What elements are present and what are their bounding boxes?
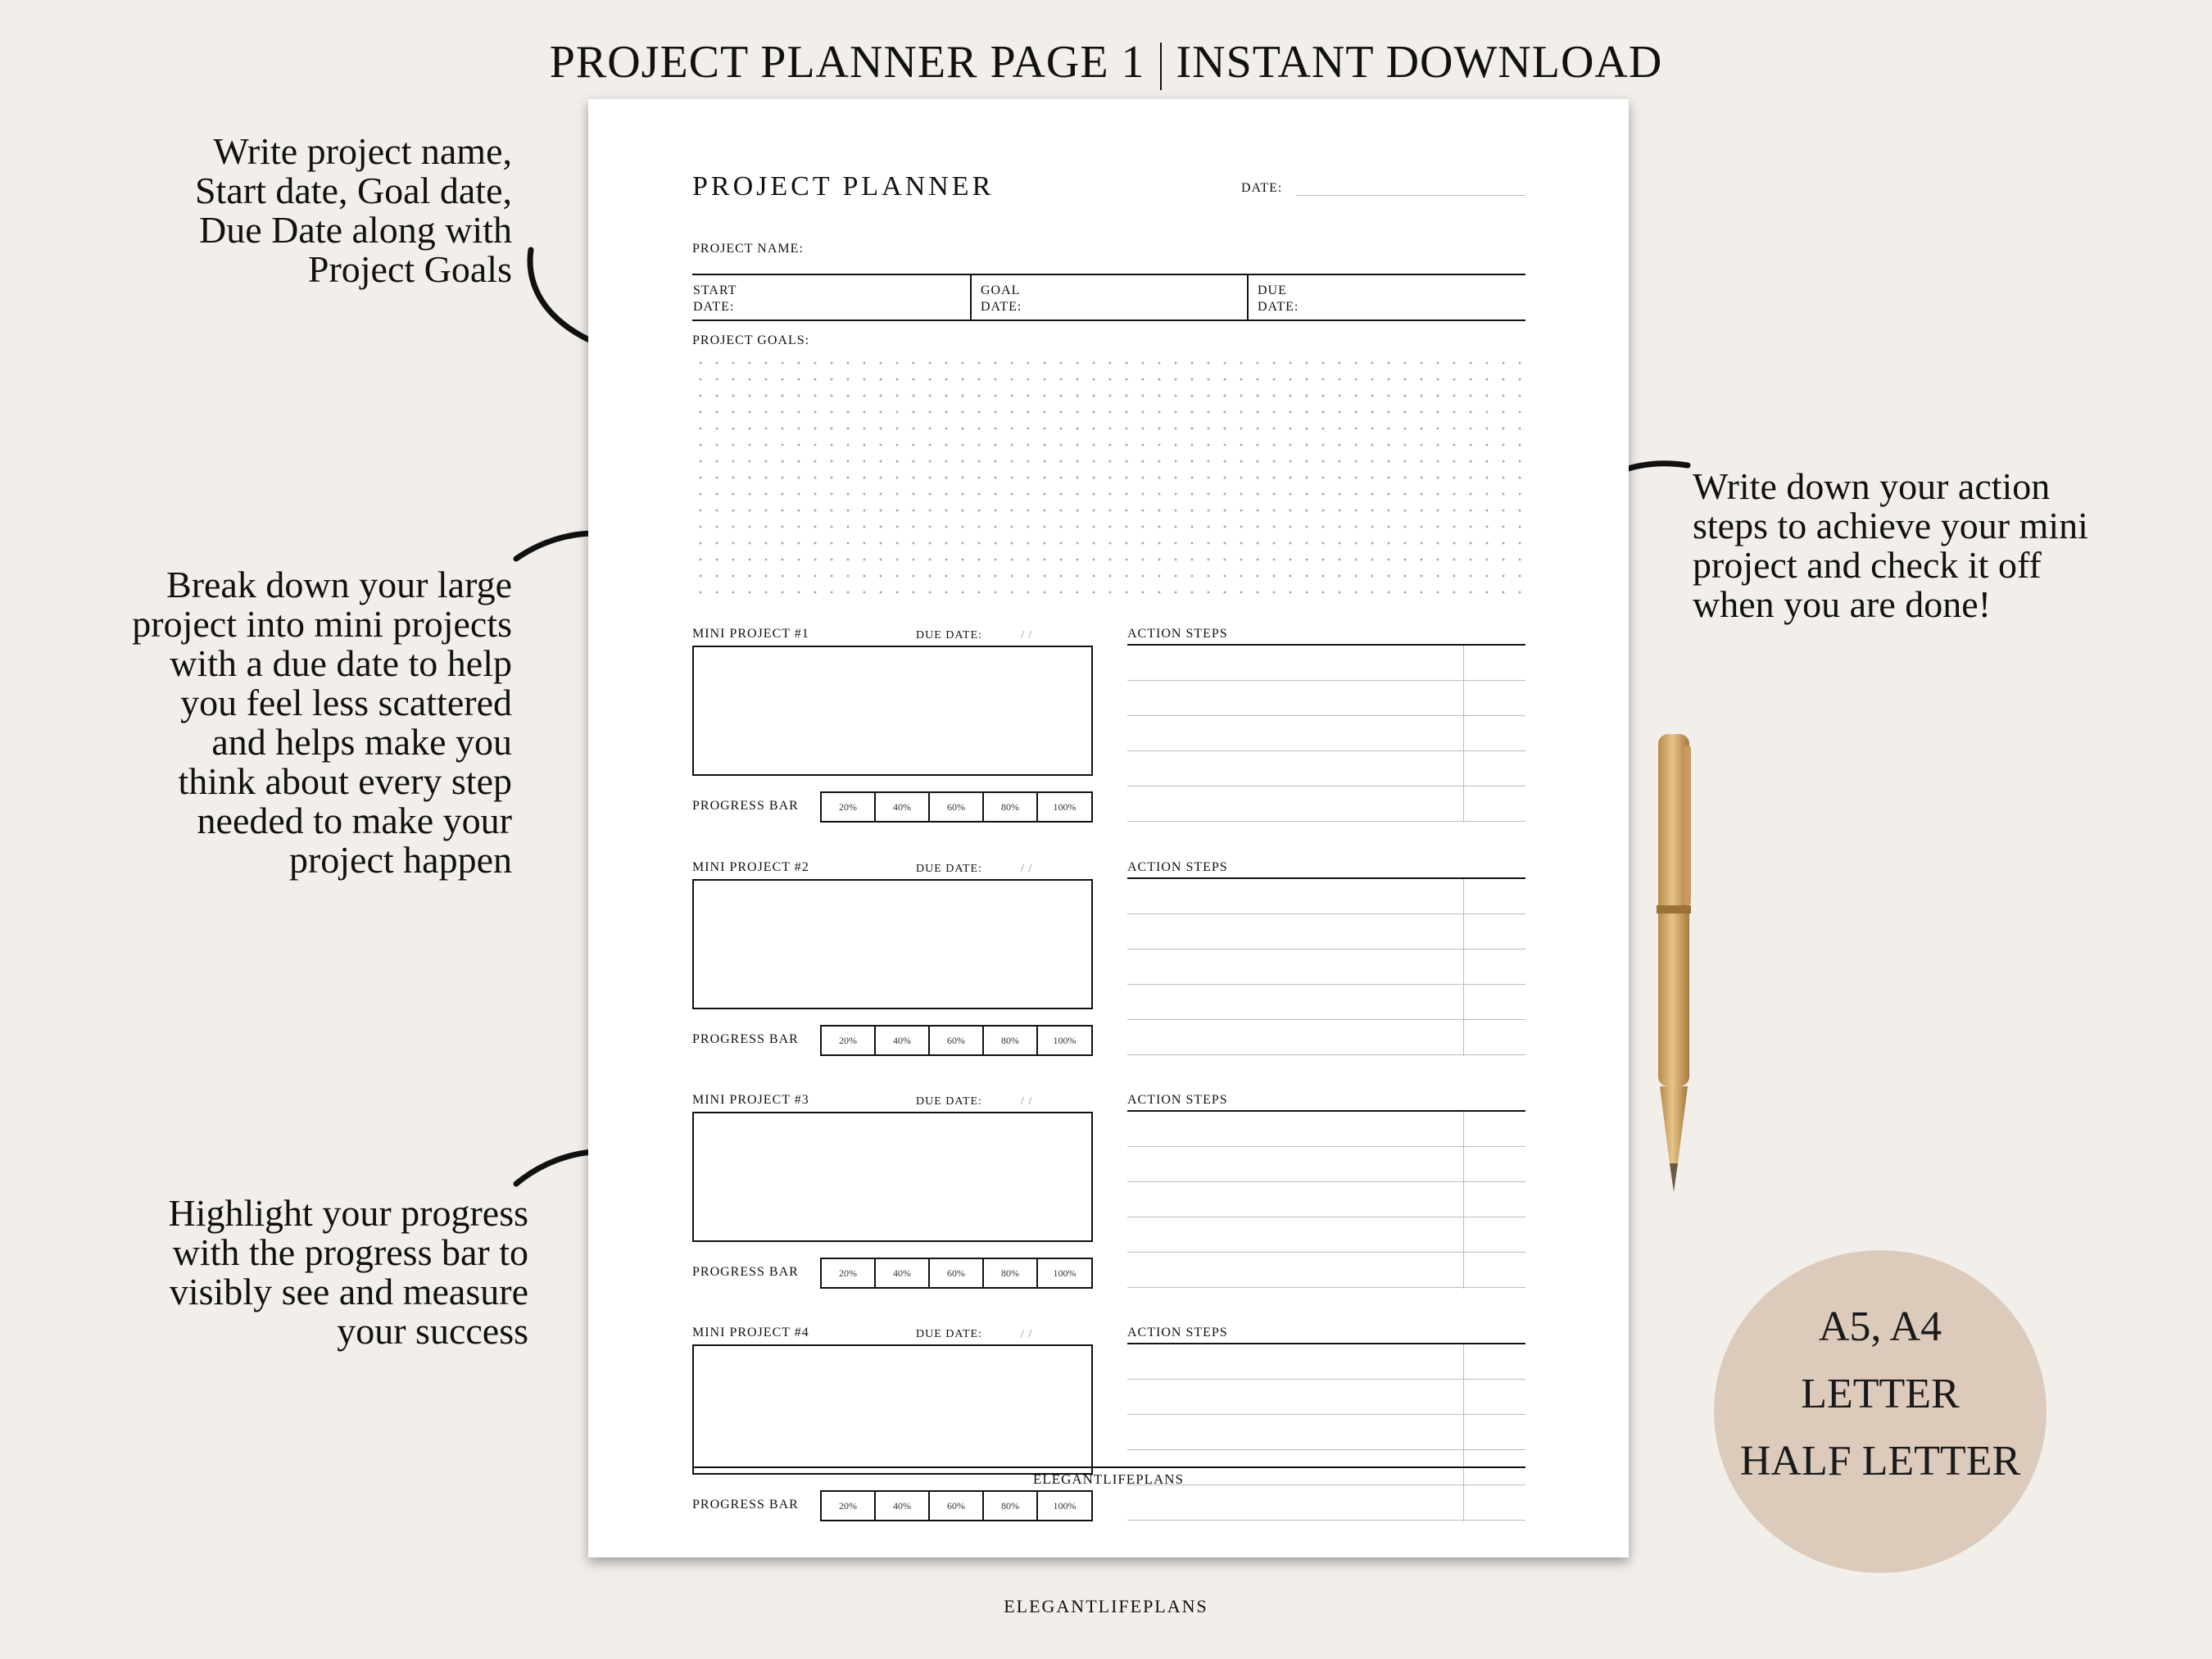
mini-project-box[interactable] <box>692 1112 1093 1242</box>
action-step-line[interactable] <box>1127 949 1525 950</box>
progress-bar-label: PROGRESS BAR <box>692 1265 799 1279</box>
progress-step-60[interactable]: 60% <box>930 1259 984 1287</box>
mini-project-1 <box>588 525 1629 813</box>
heading-right: INSTANT DOWNLOAD <box>1176 37 1663 88</box>
date-line <box>1296 195 1525 196</box>
start-date-label: START DATE: <box>693 283 737 314</box>
progress-step-80[interactable]: 80% <box>984 1492 1038 1520</box>
badge-line-2: LETTER <box>1801 1371 1960 1417</box>
planner-page <box>588 99 1629 1557</box>
action-steps-top-line <box>1127 877 1525 879</box>
action-step-line[interactable] <box>1127 984 1525 985</box>
progress-step-100[interactable]: 100% <box>1053 1500 1077 1512</box>
action-steps-label: ACTION STEPS <box>1127 627 1228 641</box>
mini-due-date-label: DUE DATE: <box>916 1328 982 1340</box>
divider-goal-due <box>1247 274 1249 320</box>
annotation-bottom-left: Highlight your progress with the progress bar to visibly see and measure your success <box>168 1192 528 1352</box>
progress-step-80[interactable]: 80% <box>984 1259 1038 1287</box>
size-badge <box>1714 1250 2047 1573</box>
mini-project-2 <box>588 759 1629 1046</box>
project-name-line <box>692 274 1525 275</box>
mini-due-date-label: DUE DATE: <box>916 863 982 875</box>
progress-step-40[interactable]: 40% <box>876 1492 930 1520</box>
mini-project-label: MINI PROJECT #2 <box>692 860 809 874</box>
action-steps-label: ACTION STEPS <box>1127 860 1228 874</box>
planner-footer-line <box>692 1466 1525 1468</box>
mini-project-3 <box>588 991 1629 1279</box>
annotation-right: Write down your action steps to achieve your mini project and check it off when you are done! <box>1693 465 2088 625</box>
badge-line-3: HALF LETTER <box>1739 1438 2021 1484</box>
action-step-line[interactable] <box>1127 1146 1525 1147</box>
mini-project-label: MINI PROJECT #1 <box>692 627 809 641</box>
progress-step-20[interactable]: 20% <box>822 793 876 821</box>
progress-step-20[interactable]: 20% <box>822 1027 876 1054</box>
project-name-label: PROJECT NAME: <box>692 242 804 256</box>
progress-step-60[interactable]: 60% <box>930 1492 984 1520</box>
action-steps-label: ACTION STEPS <box>1127 1326 1228 1339</box>
badge-line-1: A5, A4 <box>1818 1303 1942 1350</box>
footer-brand: ELEGANTLIFEPLANS <box>1004 1596 1208 1616</box>
progress-bar-label: PROGRESS BAR <box>692 799 799 813</box>
action-step-line[interactable] <box>1127 1520 1525 1521</box>
planner-title: PROJECT PLANNER <box>692 171 995 202</box>
progress-bar[interactable] <box>820 1490 1093 1521</box>
action-step-line[interactable] <box>1127 1379 1525 1380</box>
progress-step-100[interactable]: 100% <box>1053 1035 1077 1046</box>
progress-step-80[interactable]: 80% <box>984 793 1038 821</box>
divider-start-goal <box>970 274 972 320</box>
action-steps-top-line <box>1127 644 1525 646</box>
progress-step-20[interactable]: 20% <box>822 1259 876 1287</box>
action-step-line[interactable] <box>1127 750 1525 751</box>
heading-left: PROJECT PLANNER PAGE 1 <box>549 37 1145 88</box>
progress-bar-label: PROGRESS BAR <box>692 1032 799 1046</box>
date-label: DATE: <box>1241 181 1283 195</box>
planner-footer-brand: ELEGANTLIFEPLANS <box>1032 1471 1185 1487</box>
action-step-line[interactable] <box>1127 715 1525 716</box>
progress-step-20[interactable]: 20% <box>822 1492 876 1520</box>
progress-step-100[interactable]: 100% <box>1053 1267 1077 1279</box>
progress-step-100[interactable]: 100% <box>1053 801 1077 813</box>
action-step-line[interactable] <box>1127 1181 1525 1182</box>
progress-step-40[interactable]: 40% <box>876 1027 930 1054</box>
mini-due-date-slashes: / / <box>1021 1095 1033 1108</box>
mini-project-box[interactable] <box>692 879 1093 1009</box>
mini-due-date-label: DUE DATE: <box>916 1095 982 1108</box>
annotation-top-left: Write project name, Start date, Goal date, Due Date along with Project Goals <box>194 130 512 290</box>
mini-due-date-label: DUE DATE: <box>916 629 982 641</box>
mini-due-date-slashes: / / <box>1021 863 1033 875</box>
mini-project-label: MINI PROJECT #3 <box>692 1093 809 1107</box>
mini-project-label: MINI PROJECT #4 <box>692 1326 809 1339</box>
mini-due-date-slashes: / / <box>1021 629 1033 641</box>
mini-due-date-slashes: / / <box>1021 1328 1033 1340</box>
action-steps-label: ACTION STEPS <box>1127 1093 1228 1107</box>
progress-step-40[interactable]: 40% <box>876 1259 930 1287</box>
goal-date-label: GOAL DATE: <box>981 283 1022 314</box>
progress-step-60[interactable]: 60% <box>930 1027 984 1054</box>
mini-project-box[interactable] <box>692 1344 1093 1475</box>
action-step-line[interactable] <box>1127 913 1525 914</box>
project-goals-label: PROJECT GOALS: <box>692 333 810 347</box>
annotation-mid-left: Break down your large project into mini projects with a due date to help you feel less scattered and helps make you think about every step needed to make your project happen <box>132 564 512 881</box>
action-steps-top-line <box>1127 1343 1525 1344</box>
progress-bar-label: PROGRESS BAR <box>692 1498 799 1512</box>
action-step-line[interactable] <box>1127 680 1525 681</box>
action-step-line[interactable] <box>1127 1449 1525 1450</box>
action-step-line[interactable] <box>1127 1414 1525 1415</box>
due-date-label: DUE DATE: <box>1258 283 1299 314</box>
dates-bottom-line <box>692 320 1525 321</box>
action-steps-top-line <box>1127 1110 1525 1112</box>
progress-step-40[interactable]: 40% <box>876 793 930 821</box>
progress-step-80[interactable]: 80% <box>984 1027 1038 1054</box>
progress-step-60[interactable]: 60% <box>930 793 984 821</box>
pen-illustration <box>1643 729 1717 1204</box>
action-steps-check-column <box>1463 1344 1464 1521</box>
mini-project-box[interactable] <box>692 646 1093 776</box>
